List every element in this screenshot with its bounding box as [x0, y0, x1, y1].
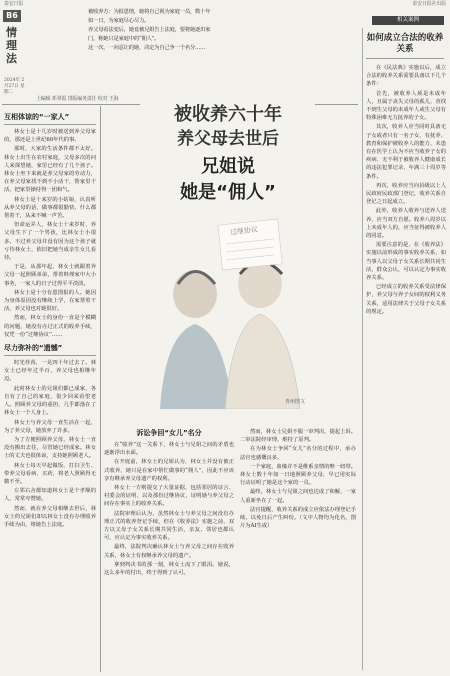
poster-signature: 青州图文 — [284, 399, 305, 405]
paragraph: 林女士是十几岁时被送到养父母家的，那还是上世纪60年代的事。 — [4, 129, 96, 144]
paragraph: 最终，法院判决确认林女士与养父母之间存在收养关系，林女士有权继承养父母的遗产。 — [104, 544, 234, 559]
paragraph: 林女士与养父母一直生活在一起，为了养父母，她放弃了许多。 — [4, 419, 96, 434]
paragraph: 但命运弄人，林女士十来岁时，养父母生下了一个男孩，比林女士小很多。不过养父母并没有因为这个孩子就亏待林女士，依旧把她当成亲生女儿看待。 — [4, 222, 96, 262]
masthead-paper-name: 泰安日报 — [4, 1, 24, 7]
header-tab: 相关案例 — [372, 16, 444, 25]
paragraph: 此时林女士的兄姐们都已成家，各自有了自己的家庭，很少回来看望老人。照顾养父母的重担，几乎都落在了林女士一个人身上。 — [4, 385, 96, 417]
poster-document-label: 过继协议 — [229, 225, 259, 237]
divider — [4, 124, 96, 125]
paragraph: 林女士是十来岁的小姑娘，认真听从养父母的话，做事都很勤快，什么都帮着干，从来不喊一声苦。 — [4, 196, 96, 220]
paragraph: 在《民法典》实施以后，成立合法的收养关系需要具备以下几个条件： — [366, 65, 446, 88]
paragraph: 首先，被收养人须是未成年人，且属于丧失父母的孤儿、查找不到生父母的未成年人或生父母有特殊困难无力抚养的子女。 — [366, 90, 446, 122]
date-line: 2024年 2月27日 星期二 — [4, 78, 25, 95]
paragraph: 于是，从那年起，林女士就跟着养父母一起照顾弟弟，帮着料理家中大小事务，一家人的日子过得平平淡淡。 — [4, 264, 96, 287]
divider — [366, 58, 444, 59]
paragraph: 法院审理后认为，虽然林女士与养父母之间没有办理正式的收养登记手续，但在《收养法》实施之前，双方以父母子女关系长期共同生活，亲友、邻居也都认可，应认定为事实收养关系。 — [104, 510, 234, 542]
paragraph: 再次，收养应当向县级以上人民政府民政部门登记，收养关系自登记之日起成立。 — [366, 182, 446, 206]
intro-line: 这一次，一向忍让的她，决定为自己争一个名分…… — [88, 45, 206, 51]
paragraph: 在为林女士争回“女儿”名分的过程中，承办法官也感慨良多。 — [240, 446, 356, 461]
poster-title-line4: 她是“佣人” — [180, 182, 276, 203]
section-body — [4, 359, 96, 529]
paragraph: 林女士每天早起做饭、打扫卫生、带养父母看病、买药，将老人照顾得无微不至。 — [4, 462, 96, 485]
left-column — [4, 112, 96, 672]
intro-line: 被收养方：为报恩情，她将自己视为家庭一员，数十年 — [88, 9, 211, 15]
paragraph: 左邻右舍都知道林女士是个孝顺的人，常常夸赞她。 — [4, 488, 96, 503]
column-divider — [100, 106, 101, 672]
paragraph: 在“收养”这一关系下，林女士与兄姐之间的矛盾也逐渐浮出水面。 — [104, 442, 234, 457]
paragraph: 林女士是十分有恩图报的人。她因为身体原因没有继续上学，在家帮着干活，养父母也对她很好。 — [4, 289, 96, 313]
section-title: 诉讼争回“女儿”名分 — [136, 429, 202, 437]
paragraph: 一个家庭，血缘并不是维系亲情的唯一纽带。林女士数十年如一日地照顾养父母，早已用实际行动证明了她是这个家的一员。 — [240, 463, 356, 487]
section-body — [4, 128, 96, 339]
paragraph: 然而，林女士兄姐不服一审判决，提起上诉。二审法院经审理，维持了原判。 — [240, 429, 356, 444]
intro-line: 养父母看法变后，她竟被兄姐告上法庭，要将她逐出家 — [88, 27, 211, 33]
section-body — [104, 441, 234, 577]
paragraph: 已经成立的收养关系受法律保护，养父母与养子女间的权利义务关系，适用法律关于父母子女关系的规定。 — [366, 284, 446, 315]
poster-title-line1: 被收养六十年 — [174, 104, 282, 125]
section-name: 情理法 — [6, 26, 17, 65]
top-right-note: 泰安日报社出版 — [412, 1, 446, 7]
paragraph: 法官提醒，收养关系的成立应依法办理登记手续，以免日后产生纠纷。（文中人物均为化名，图片为AI生成） — [240, 506, 356, 530]
middle-column — [104, 428, 234, 672]
paragraph: 那时，大家的生活条件都不太好。林女士出生在农村家庭，父母多次的问人来探望她，家里已经有了几个孩子。林女士坐下来就是养父母家的劳动力，在养父母家找不到不小活干，帮家里干活，把家里操持得一团和气。 — [4, 146, 96, 194]
poster-title-line2: 养父母去世后 — [177, 129, 279, 149]
right-column — [366, 64, 446, 670]
paragraph: 此外，收养人收养与送养人送养，应当双方自愿。收养八周岁以上未成年人的，应当征得被收养人的同意。 — [366, 208, 446, 240]
paragraph: 其次，收养人应当同时具备无子女或者只有一名子女、有抚养、教育和保护被收养人的能力、未患有在医学上认为不应当收养子女的疾病、无不利于被收养人健康成长的违法犯罪记录、年满三十周岁等条件。 — [366, 124, 446, 180]
paragraph: 在开庭前，林女士的兄姐认为，林女士并没有被正式收养，她只是在家中帮忙做事的“佣人”，因此不应该享有继承养父母遗产的权利。 — [104, 459, 234, 482]
section-body — [240, 428, 356, 530]
paragraph: 林女士一方则提交了大量证据，包括邻居的证言、村委会的证明、以及那份过继协议，证明她与养父母之间存在事实上的收养关系。 — [104, 485, 234, 508]
paragraph: 最终，林女士与兄姐之间也达成了和解，一家人重新坐在了一起。 — [240, 489, 356, 504]
poster-illustration — [140, 94, 315, 409]
paragraph: 然而，林女士的身份一直是个模糊的问题，她没有办过正式的收养手续，仅凭一份“过继协议”…… — [4, 315, 96, 338]
paragraph: 然而，就在养父母相继去世后，林女士的兄姐们却以林女士没有办理收养手续为由，将她告上法庭。 — [4, 505, 96, 528]
intro-line: 门，称她只是家庭中的“佣人”。 — [88, 36, 160, 42]
section-body — [366, 64, 446, 316]
middle-right-column — [240, 428, 356, 672]
poster-title-line3: 兄姐说 — [201, 156, 255, 177]
paragraph: 为了方便照顾养父母，林女士一直没有搬出去住，尽管她已经成家。林女士的丈夫也很体谅，支持她照顾老人。 — [4, 436, 96, 460]
section-title: 尽力弥补的“遗憾” — [4, 344, 63, 353]
paragraph: 时光荏苒，一晃四十年过去了。林女士已经年过半百，养父母也相继年迈。 — [4, 360, 96, 383]
right-column-title: 如何成立合法的收养关系 — [366, 33, 444, 54]
paragraph: 需要注意的是，在《收养法》实施以前形成的事实收养关系，如当事人以父母子女关系长期共同生活，群众公认，可以认定为事实收养关系。 — [366, 242, 446, 282]
section-title: 互相体谅的“一家人” — [4, 113, 70, 121]
intro-block — [88, 8, 356, 53]
editor-line: 上编辑 邓翠霞 排版编务责任 校对 王海 — [36, 96, 119, 102]
paragraph: 拿到判决书的那一刻，林女士流下了眼泪。她说，这么多年的付出，终于得到了认可。 — [104, 561, 234, 577]
page-number: B6 — [3, 10, 21, 22]
intro-line: 如一日，为家庭尽心尽力。 — [88, 18, 150, 24]
divider — [4, 355, 96, 356]
